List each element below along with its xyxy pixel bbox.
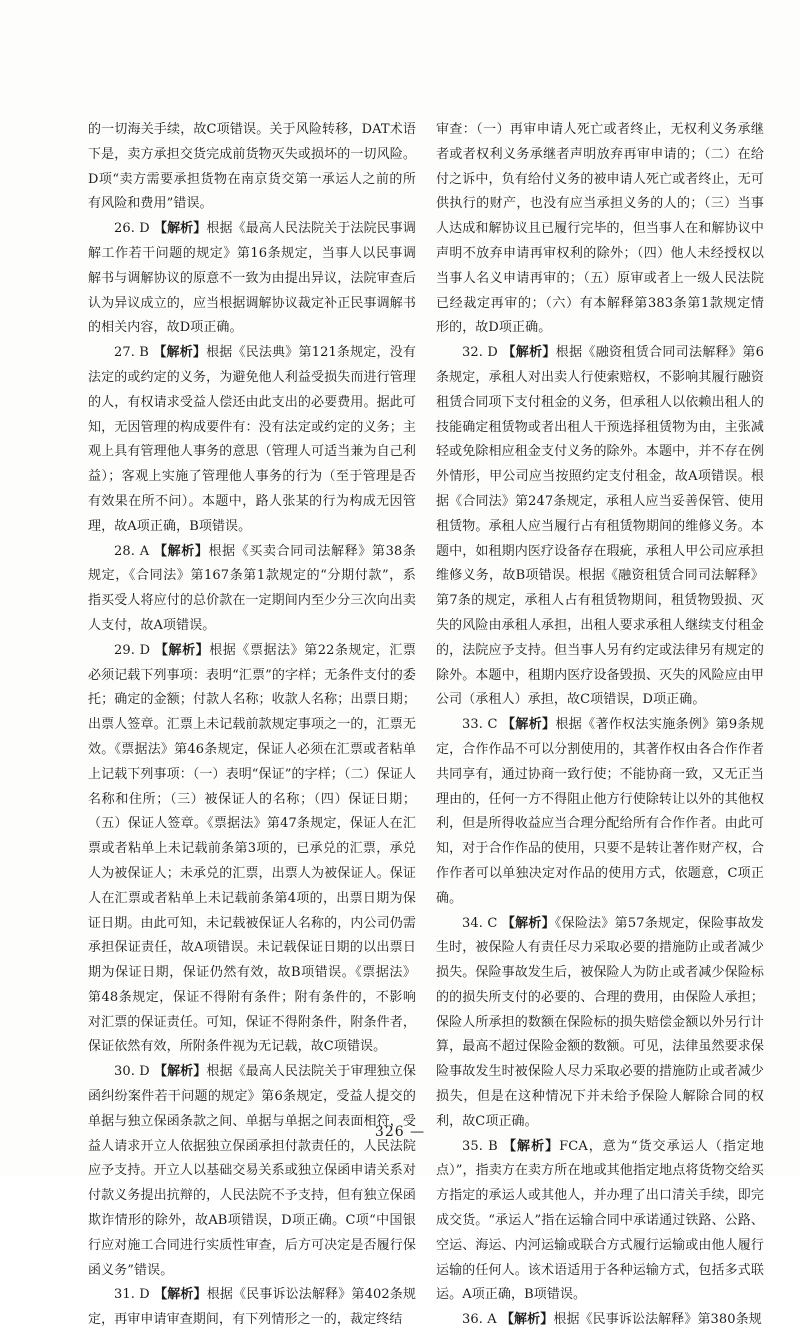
answer-item [88,1060,416,1283]
answer-item [436,912,764,1135]
paragraph-text: 《保险法》第57条规定，保险事故发生时，被保险人有责任尽力采取必要的措施防止或者减少损失。保险事故发生后，被保险人为防止或者减少保险标的的损失所支付的必要的、合理的费用，由保险人承担；保险人所承担的数额在保险标的损失赔偿金额以外另行计算，最高不超过保险金额的数额。可见，法律虽然要求保险事故发生时被保险人尽力采取必要的措施防止或者减少损失，但是在这种情况下并未给予保险人解除合同的权利，故C项正确。 [436,915,765,1129]
answer-item [436,341,764,713]
answer-number: 36. A [462,1312,497,1328]
page-number: 326 — [374,1124,426,1140]
analysis-tag: 【解析】 [153,345,207,361]
answer-item [436,1135,764,1309]
answer-number: 28. A [114,543,150,559]
paragraph-text: FCA，意为“货交承运人（指定地点）”，指卖方在卖方所在地或其他指定地点将货物交给买方指定的承运人或其他人，并办理了出口清关手续，即完成交货。“承运人”指在运输合同中承诺通过铁路、公路、空运、海运、内河运输或联合方式履行运输或由他人履行运输的任何人。该术语适用于各种运输方式，包括多式联运。A项正确，B项错误。 [436,1138,765,1303]
answer-item [436,1308,764,1333]
answer-number: 35. B [462,1138,498,1154]
right-column [436,118,765,1328]
paragraph-text: 根据《最高人民法院关于审理独立保函纠纷案件若干问题的规定》第6条规定，受益人提交的单据与独立保函条款之间、单据与单据之间表面相符，受益人请求开立人依据独立保函承担付款责任的，人民法院应予支持。开立人以基础交易关系或独立保函申请关系对付款义务提出抗辩的，人民法院不予支持，但有独立保函欺诈情形的除外，故AB项错误，D项正确。C项“中国银行应对施工合同进行实质性审查，后方可决定是否履行保函义务”错误。 [88,1064,416,1278]
answer-item [436,713,764,911]
analysis-tag: 【解析】 [154,642,210,658]
answer-item [88,1283,416,1333]
answer-item [88,217,416,341]
paragraph-text: 根据《买卖合同司法解释》第38条规定，《合同法》第167条第1款规定的“分期付款”，系指买受人将应付的总价款在一定期间内至少分三次向出卖人支付，故A项错误。 [88,543,416,633]
paragraph-text: 的一切海关手续，故C项错误。关于风险转移，DAT术语下是，卖方承担交货完成前货物灭失或损坏的一切风险。D项“卖方需要承担货物在南京货交第一承运人之前的所有风险和费用”错误。 [88,122,416,212]
paragraph-text: 根据《民事诉讼法解释》第402条规定，再审申请审查期间，有下列情形之一的，裁定终结 [88,1287,417,1328]
analysis-tag: 【解析】 [502,717,556,733]
analysis-tag: 【解析】 [154,543,209,559]
analysis-tag: 【解析】 [500,1312,554,1328]
analysis-tag: 【解析】 [502,345,556,361]
paragraph-text: 审查：（一）再审申请人死亡或者终止，无权利义务承继者或者权利义务承继者声明放弃再审申请的；（二）在给付之诉中，负有给付义务的被申请人死亡或者终止，无可供执行的财产，也没有应当承担义务的人的；（三）当事人达成和解协议且已履行完毕的，但当事人在和解协议中声明不放弃申请再审权利的除外；（四）他人未经授权以当事人名义申请再审的；（五）原审或者上一级人民法院已经裁定再审的；（六）有本解释第383条第1款规定情形的，故D项正确。 [436,122,764,336]
answer-item [88,540,416,639]
analysis-tag: 【解析】 [154,1287,207,1303]
answer-number: 34. C [462,915,498,931]
answer-number: 33. C [462,717,498,733]
analysis-tag: 【解析】 [153,221,207,237]
answer-number: 32. D [462,345,498,361]
paragraph-text: 根据《著作权法实施条例》第9条规定，合作作品不可以分割使用的，其著作权由各合作作者共同享有，通过协商一致行使；不能协商一致，又无正当理由的，任何一方不得阻止他方行使除转让以外的其他权利，但是所得收益应当合理分配给所有合作作者。由此可知，对于合作作品的使用，只要不是转让著作财产权，合作作者可以单独决定对作品的使用方式，依题意，C项正确。 [436,717,765,906]
answer-number: 31. D [114,1287,150,1303]
analysis-tag: 【解析】 [503,1138,560,1154]
paragraph-text: 根据《票据法》第22条规定，汇票必须记载下列事项：表明“汇票”的字样；无条件支付的委托；确定的金额；付款人名称；收款人名称；出票日期；出票人签章。汇票上未记载前款规定事项之一的，汇票无效。《票据法》第46条规定，保证人必须在汇票或者粘单上记载下列事项：（一）表明“保证”的字样；（二）保证人名称和住所；（三）被保证人的名称；（四）保证日期；（五）保证人签章。《票据法》第47条规定，保证人在汇票或者粘单上未记载前条第3项的，已承兑的汇票，承兑人为被保证人；未承兑的汇票，出票人为被保证人。保证人在汇票或者粘单上未记载前条第4项的，出票日期为保证日期。由此可知，未记载被保证人名称的，内公司仍需承担保证责任，故A项错误。未记载保证日期的以出票日期为保证日期，保证仍然有效，故B项错误。《票据法》第48条规定，保证不得附有条件；附有条件的，不影响对汇票的保证责任。可知，保证不得附条件，附条件者，保证依然有效，所附条件视为无记载，故C项错误。 [88,642,416,1055]
paragraph-text: 根据《民法典》第121条规定，没有法定的或约定的义务，为避免他人利益受损失而进行管理的人，有权请求受益人偿还由此支出的必要费用。据此可知，无因管理的构成要件有：没有法定或约定的义务；主观上具有管理他人事务的意思（管理人可适当兼为自己利益）；客观上实施了管理他人事务的行为（至于管理是否有效果在所不问）。本题中，路人张某的行为构成无因管理，故A项正确，B项错误。 [88,345,417,534]
answer-number: 30. D [114,1064,150,1080]
continued-paragraph [436,118,764,341]
answer-item [88,639,416,1061]
answer-item [88,341,416,539]
answer-number: 27. B [114,345,149,361]
paragraph-text: 根据《融资租赁合同司法解释》第6条规定，承租人对出卖人行使索赔权，不影响其履行融资租赁合同项下支付租金的义务，但承租人以依赖出租人的技能确定租赁物或者出租人干预选择租赁物为由，主张减轻或免除相应租金支付义务的除外。本题中，并不存在例外情形，甲公司应当按照约定支付租金，故A项错误。根据《合同法》第247条规定，承租人应当妥善保管、使用租赁物。承租人应当履行占有租赁物期间的维修义务。本题中，如租期内医疗设备存在瑕疵，承租人甲公司应承担维修义务，故B项错误。根据《融资租赁合同司法解释》第7条的规定，承租人占有租赁物期间，租赁物毁损、灭失的风险由承租人承担，出租人要求承租人继续支付租金的，法院应予支持。但当事人另有约定或法律另有规定的除外。本题中，租期内医疗设备毁损、灭失的风险应由甲公司（承租人）承担，故C项错误，D项正确。 [436,345,765,708]
paragraph-text: 根据《最高人民法院关于法院民事调解工作若干问题的规定》第16条规定，当事人以民事调解书与调解协议的原意不一致为由提出异议，法院审查后认为异议成立的，应当根据调解协议裁定补正民事调解书的相关内容，故D项正确。 [88,221,416,336]
continued-paragraph [88,118,416,217]
paragraph-text: 根据《民事诉讼法解释》第380条规 [553,1312,762,1328]
analysis-tag: 【解析】 [501,915,555,931]
answer-number: 29. D [114,642,151,658]
analysis-tag: 【解析】 [153,1064,207,1080]
answer-number: 26. D [114,221,150,237]
